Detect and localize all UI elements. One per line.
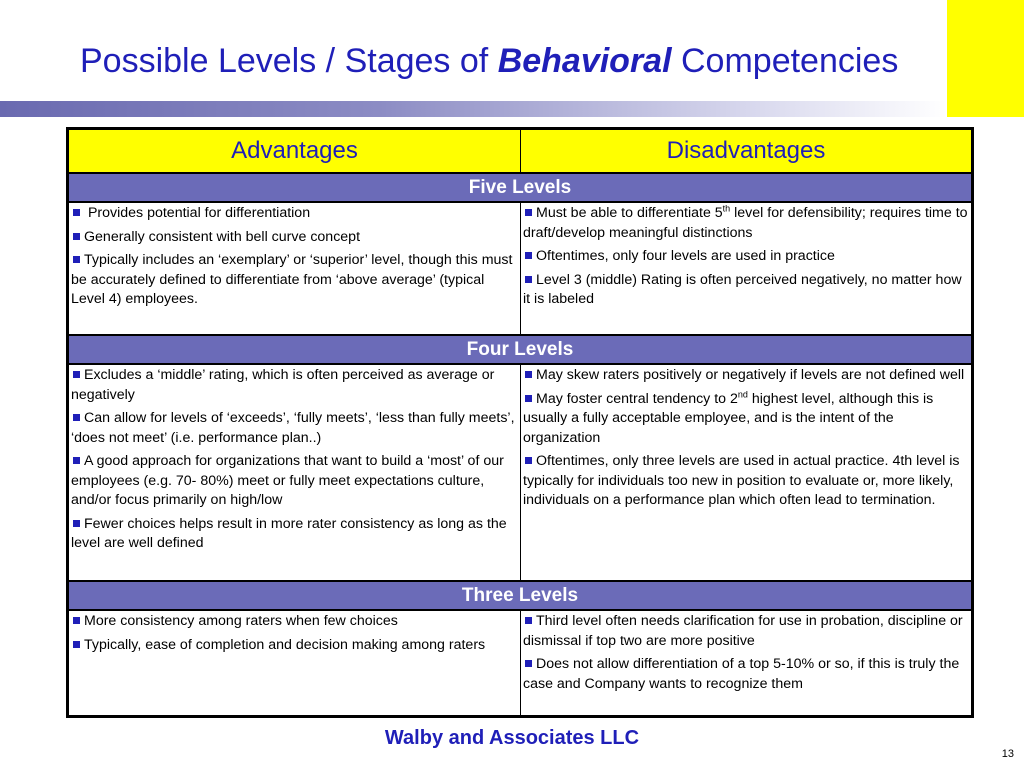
- list-item: Generally consistent with bell curve concept: [71, 228, 518, 248]
- page-title: [80, 42, 898, 81]
- band-three-levels: Three Levels: [69, 580, 971, 611]
- header-disadvantages: Disadvantages: [521, 130, 971, 172]
- title-emphasis: Behavioral: [497, 42, 672, 80]
- title-rule: [0, 101, 947, 117]
- band-five-levels: Five Levels: [69, 172, 971, 203]
- list-item: Provides potential for differentiation: [71, 204, 518, 224]
- list-item: More consistency among raters when few choices: [71, 612, 518, 632]
- bullet-icon: [73, 414, 80, 421]
- bullet-icon: [525, 457, 532, 464]
- list-item: Must be able to differentiate 5th level for defensibility; requires time to draft/develop meaningful distinctions: [523, 203, 968, 241]
- bullet-icon: [73, 233, 80, 240]
- list-item: Oftentimes, only four levels are used in practice: [523, 247, 969, 267]
- list-item: Level 3 (middle) Rating is often perceived negatively, no matter how it is labeled: [523, 271, 962, 307]
- bullet-icon: [525, 276, 532, 283]
- title-part-2: Competencies: [671, 42, 899, 80]
- competency-levels-table: [66, 127, 974, 718]
- header-advantages: Advantages: [69, 130, 521, 172]
- list-item: Third level often needs clarification for use in probation, discipline or dismissal if top two are more positive: [523, 613, 963, 649]
- bullet-icon: [73, 641, 80, 648]
- bullet-icon: [525, 660, 532, 667]
- bullet-icon: [525, 371, 532, 378]
- four-levels-disadvantages: [521, 365, 971, 580]
- three-levels-advantages: [69, 611, 521, 715]
- list-item: Excludes a ‘middle’ rating, which is often perceived as average or negatively: [71, 367, 495, 403]
- bullet-icon: [525, 395, 532, 402]
- four-levels-advantages: [69, 365, 521, 580]
- bullet-icon: [73, 520, 80, 527]
- bullet-icon: [525, 209, 532, 216]
- footer-company: Walby and Associates LLC: [384, 727, 640, 749]
- five-levels-disadvantages: [521, 203, 971, 334]
- bullet-icon: [525, 617, 532, 624]
- band-four-levels: Four Levels: [69, 334, 971, 365]
- list-item: Does not allow differentiation of a top 5-10% or so, if this is truly the case and Company wants to recognize them: [523, 656, 960, 692]
- bullet-icon: [73, 209, 80, 216]
- list-item: May skew raters positively or negatively if levels are not defined well: [523, 366, 969, 386]
- page-number: 13: [1001, 748, 1014, 760]
- bullet-icon: [73, 457, 80, 464]
- three-levels-disadvantages: [521, 611, 971, 715]
- bullet-icon: [73, 371, 80, 378]
- bullet-icon: [525, 252, 532, 259]
- list-item: A good approach for organizations that want to build a ‘most’ of our employees (e.g. 70- 80%) meet or fully meet expectations culture, and/or focus primarily on high/low: [71, 453, 504, 508]
- bullet-icon: [73, 617, 80, 624]
- list-item: Fewer choices helps result in more rater consistency as long as the level are well defined: [71, 515, 507, 551]
- list-item: Typically includes an ‘exemplary’ or ‘superior’ level, though this must be accurately defined to differentiate from ‘above average’ (typical Level 4) employees.: [71, 252, 513, 307]
- yellow-corner-block: [947, 0, 1024, 117]
- five-levels-advantages: [69, 203, 521, 334]
- title-part-1: Possible Levels / Stages of: [80, 42, 498, 80]
- bullet-icon: [73, 256, 80, 263]
- list-item: Oftentimes, only three levels are used in actual practice. 4th level is typically for individuals too new in position to evaluate or, more likely, individuals on a performance plan which often lead to termination.: [523, 453, 960, 508]
- list-item: Can allow for levels of ‘exceeds’, ‘fully meets’, ‘less than fully meets’, ‘does not meet’ (i.e. performance plan..): [71, 410, 515, 446]
- list-item: May foster central tendency to 2nd highest level, although this is usually a fully acceptable employee, and is the intent of the organization: [523, 388, 934, 446]
- list-item: Typically, ease of completion and decision making among raters: [71, 636, 518, 656]
